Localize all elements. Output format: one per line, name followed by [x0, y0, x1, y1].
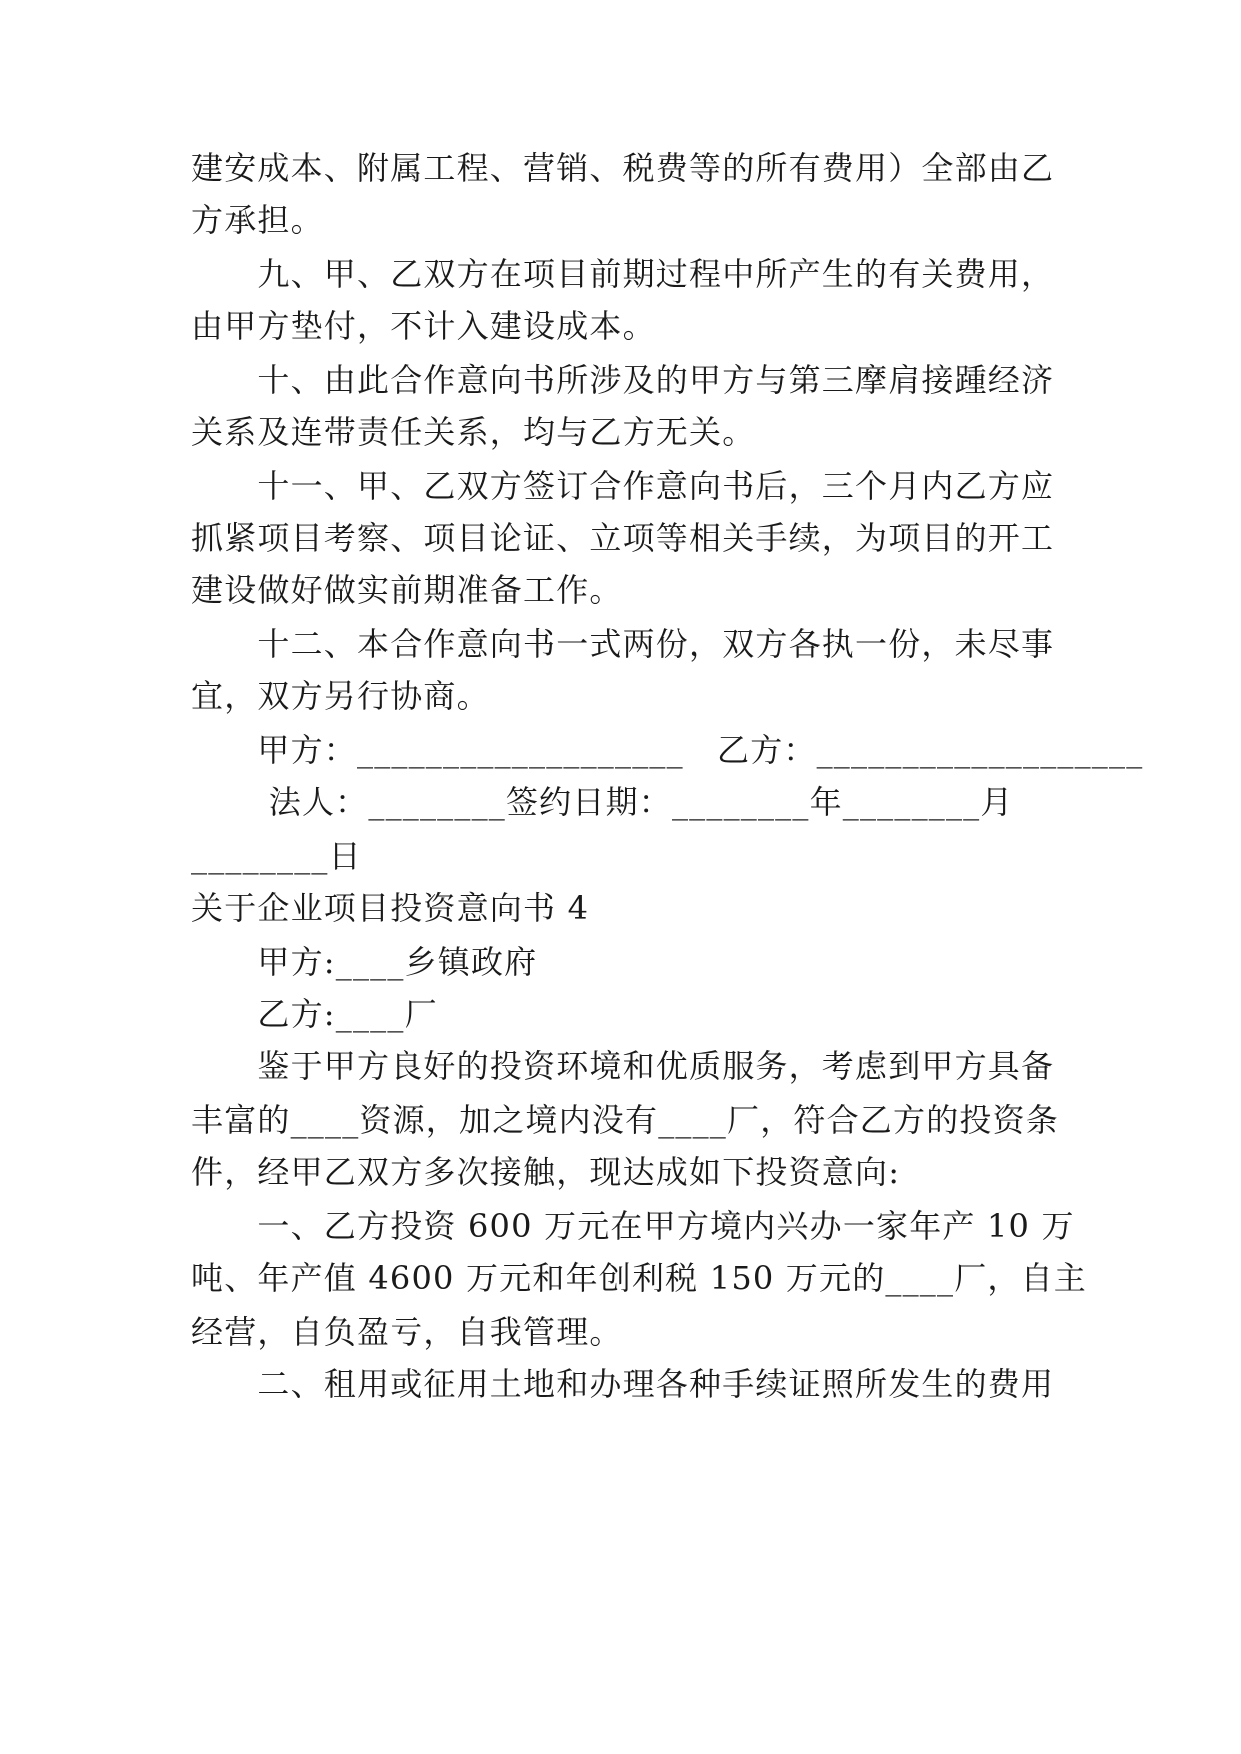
text-line: 宜，双方另行协商。 — [191, 677, 490, 715]
party-b-line: 乙方:____厂 — [191, 995, 438, 1033]
text-line: 一、乙方投资 600 万元在甲方境内兴办一家年产 10 万 — [191, 1207, 1075, 1245]
text-line: 十二、本合作意向书一式两份，双方各执一份，未尽事 — [191, 625, 1055, 663]
text-line: 十一、甲、乙双方签订合作意向书后，三个月内乙方应 — [191, 467, 1055, 505]
section-heading: 关于企业项目投资意向书 4 — [191, 889, 590, 927]
text-line: 丰富的____资源，加之境内没有____厂，符合乙方的投资条 — [191, 1101, 1060, 1139]
text-line: 吨、年产值 4600 万元和年创利税 150 万元的____厂，自主 — [191, 1259, 1088, 1297]
text-line: 抓紧项目考察、项目论证、立项等相关手续，为项目的开工 — [191, 519, 1055, 557]
text-line: 鉴于甲方良好的投资环境和优质服务，考虑到甲方具备 — [191, 1047, 1055, 1085]
text-line: 由甲方垫付，不计入建设成本。 — [191, 307, 656, 345]
text-line: 十、由此合作意向书所涉及的甲方与第三摩肩接踵经济 — [191, 361, 1055, 399]
text-line: 建安成本、附属工程、营销、税费等的所有费用）全部由乙 — [191, 149, 1055, 187]
text-line: 九、甲、乙双方在项目前期过程中所产生的有关费用， — [191, 255, 1055, 293]
text-line: 件，经甲乙双方多次接触，现达成如下投资意向: — [191, 1153, 901, 1191]
text-line: 关系及连带责任关系，均与乙方无关。 — [191, 413, 756, 451]
text-line: 二、租用或征用土地和办理各种手续证照所发生的费用 — [191, 1365, 1055, 1403]
signature-line-day: ________日 — [191, 837, 362, 875]
text-line: 建设做好做实前期准备工作。 — [191, 571, 623, 609]
text-line: 经营，自负盈亏，自我管理。 — [191, 1313, 623, 1351]
party-a-line: 甲方:____乡镇政府 — [191, 943, 538, 981]
signature-line-parties: 甲方：___________________ 乙方：___________________ — [191, 731, 1144, 769]
signature-line-date: 法人：________签约日期：________年________月 — [191, 783, 1014, 821]
text-line: 方承担。 — [191, 201, 324, 239]
